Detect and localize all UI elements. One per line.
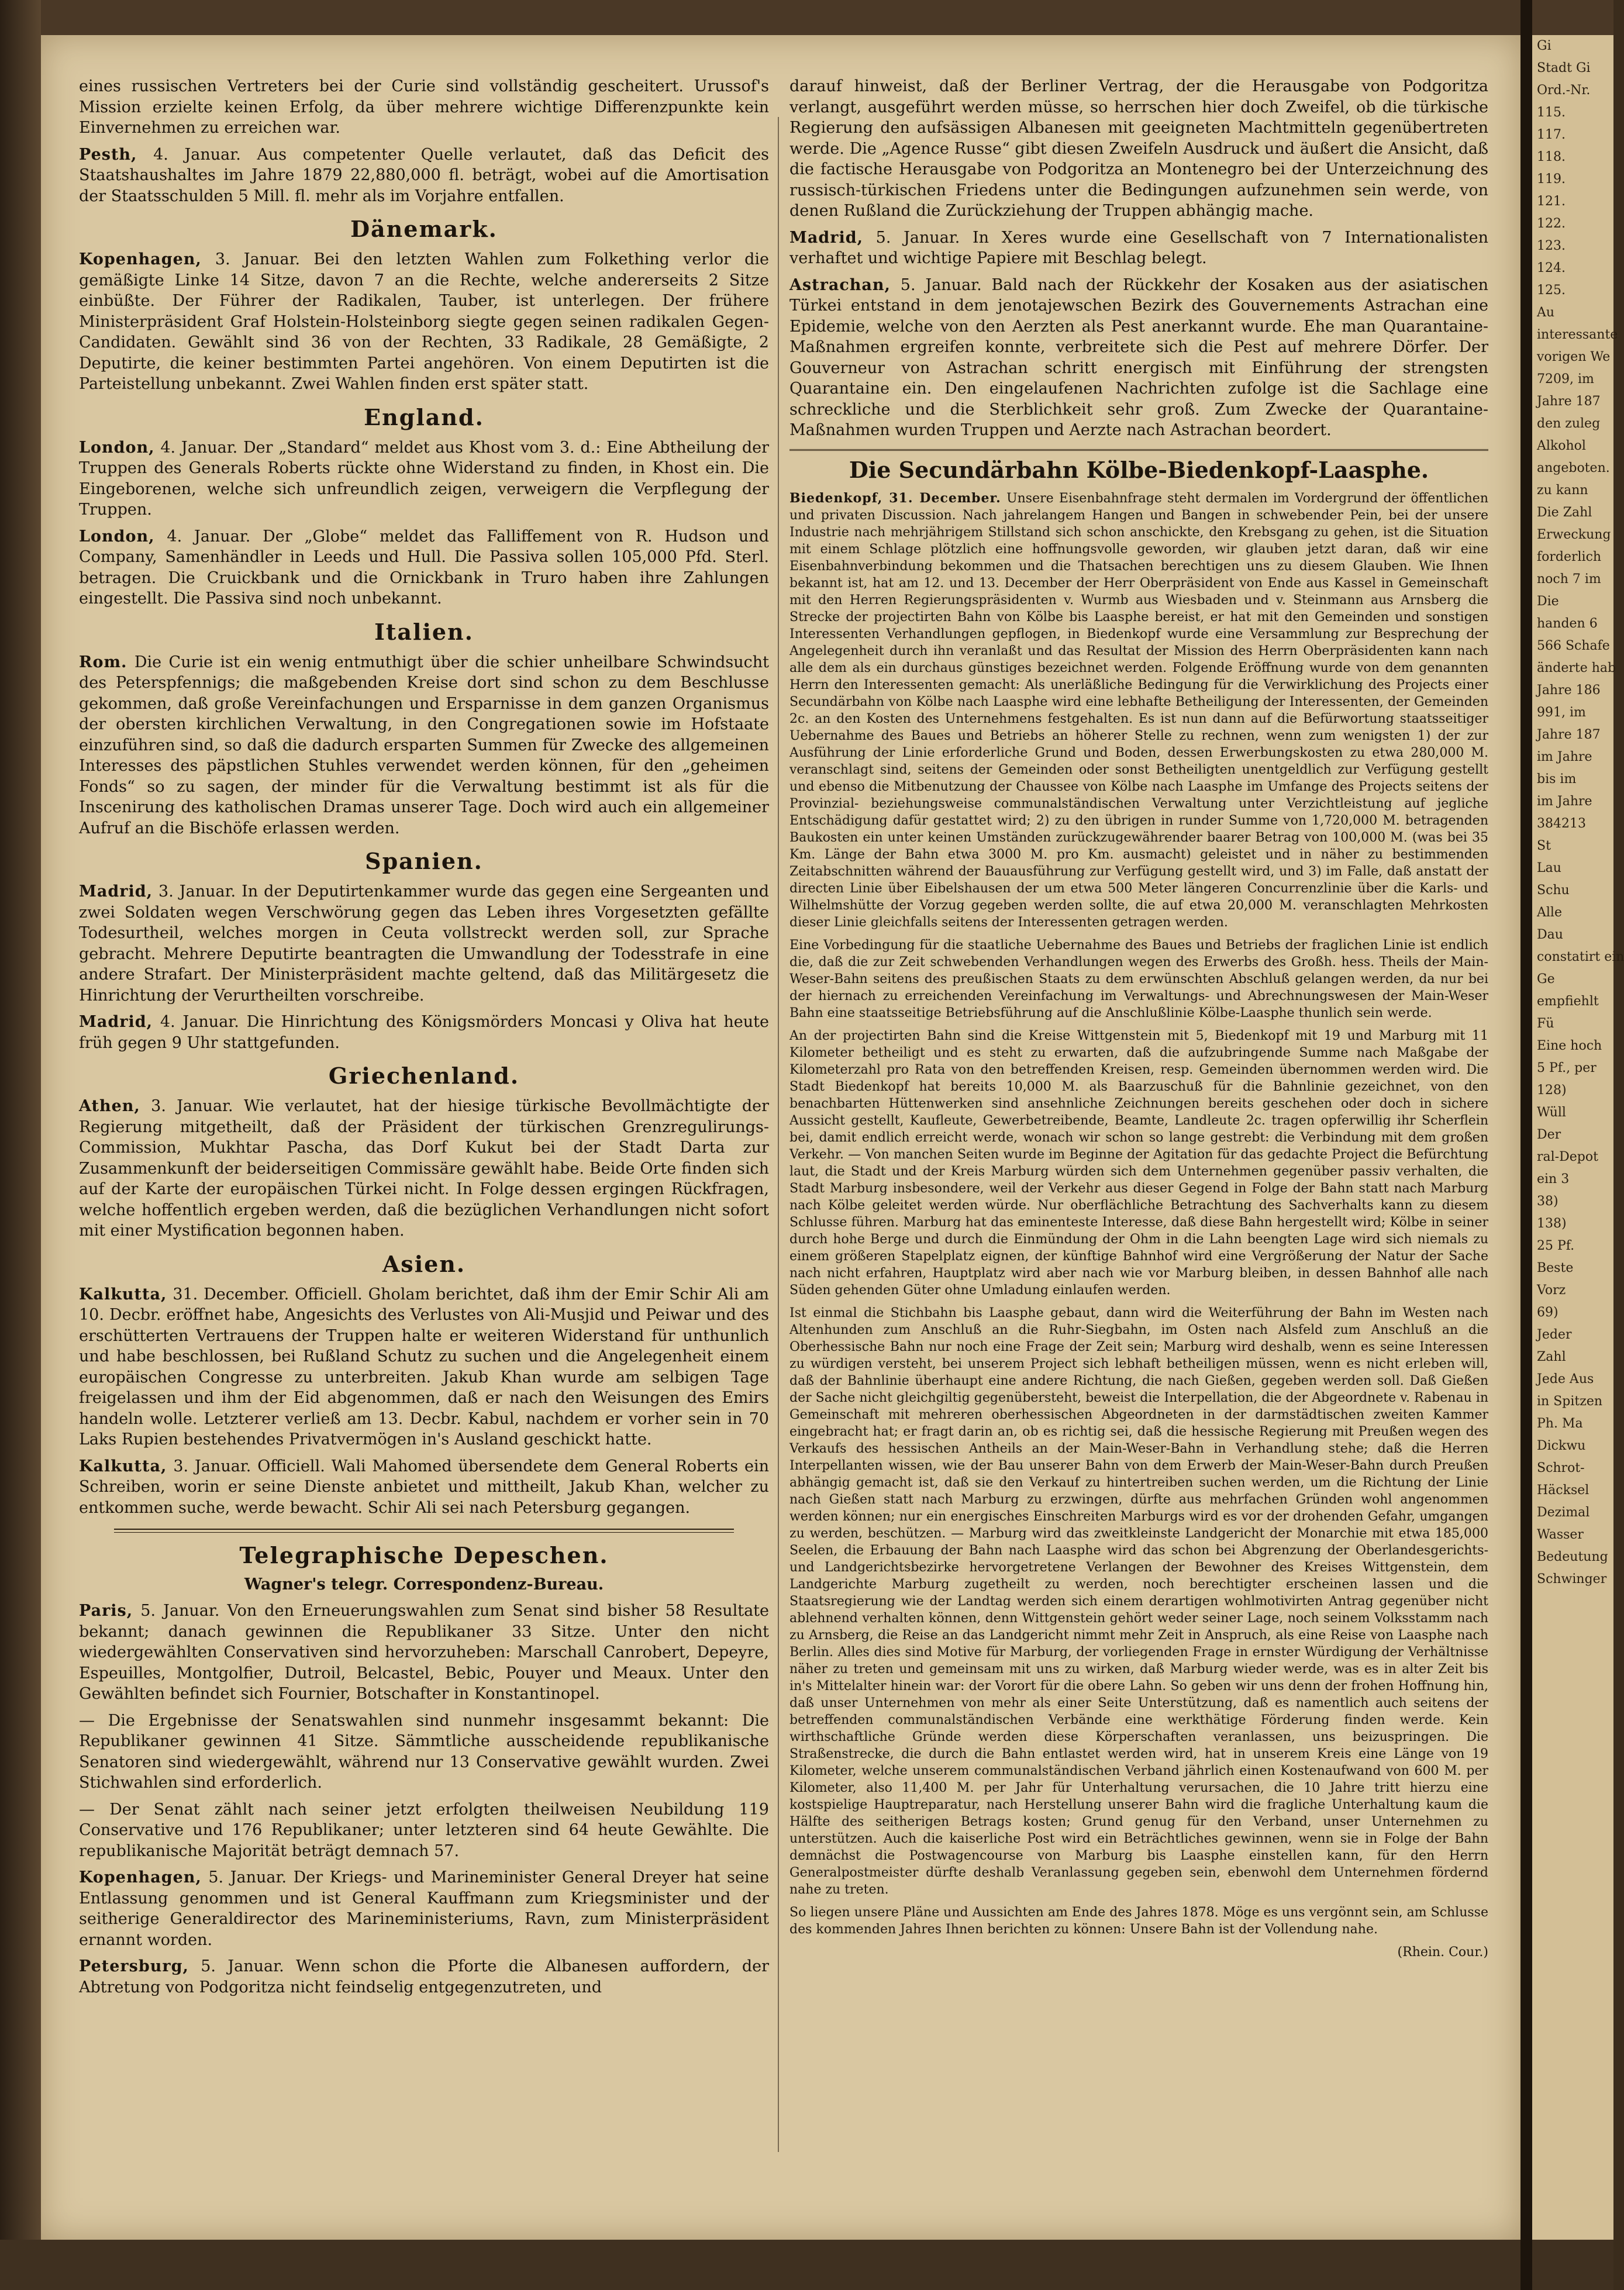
article-athen: Athen, 3. Januar. Wie verlautet, hat der hiesige türkische Bevollmächtigte der Regierung mitgetheilt, daß der Präsident der türkischen Grenzregulirungs-Commission, Mukhtar Pascha, das Dorf Kukut bei der Stadt Darta zur Zusammenkunft der beiderseitigen Commissäre gewählt habe. Beide Orte finden sich auf der Karte der europäischen Türkei nicht. In Folge dessen ergingen Rückfragen, welche hoffentlich ergeben werden, daß die bezüglichen Verhandlungen nicht sofort mit einer Mystification begonnen haben. (79, 1097, 769, 1240)
next-page-fragment: Wüll (1537, 1105, 1566, 1120)
next-page-fragment: St (1537, 839, 1551, 853)
next-page-fragment: 384213 (1537, 816, 1586, 831)
next-page-fragment: in Spitzen (1537, 1394, 1603, 1409)
section-heading-griechenland: Griechenland. (328, 1063, 520, 1089)
next-page-fragment: vorigen We (1537, 350, 1611, 364)
next-page-fragment: Schu (1537, 883, 1570, 898)
section-subheading-bureau: Wagner's telegr. Correspondenz-Bureau. (244, 1575, 604, 1594)
next-page-fragment: 121. (1537, 194, 1566, 209)
next-page-fragment: 117. (1537, 127, 1566, 142)
next-page-fragment: interessante (1537, 327, 1618, 342)
article-kalkutta-2: Kalkutta, 3. Januar. Officiell. Wali Mahomed übersendete dem General Roberts ein Schreiben, worin er seine Dienste anbietet und mittheilt, Jakub Khan, welcher zu entkommen suche, werde bewacht. Schir Ali sei nach Petersburg gegangen. (79, 1457, 769, 1517)
next-page-fragment: 69) (1537, 1305, 1559, 1320)
next-page-fragment: 7209, im (1537, 372, 1594, 387)
article-london-2: London, 4. Januar. Der „Globe“ meldet das Falliffement von R. Hudson und Company, Samenhändler in Leeds und Hull. Die Passiva sollen 105,000 Pfd. Sterl. betragen. Die Cruickbank und die Ornickbank in Truro haben ihre Zahlungen eingestellt. Die Passiva sind noch unbekannt. (79, 527, 769, 608)
column-divider (778, 117, 779, 2152)
next-page-fragment: forderlich (1537, 550, 1602, 564)
next-page-fragment: änderte hab (1537, 661, 1616, 675)
next-page-fragment: Jede Aus (1537, 1372, 1594, 1387)
dateline-place: Pesth, (79, 145, 137, 164)
next-page-fragment: zu kann (1537, 483, 1588, 498)
next-page-fragment: 25 Pf. (1537, 1239, 1575, 1253)
next-page-fragment: Ord.-Nr. (1537, 83, 1591, 98)
next-page-fragment: Jahre 187 (1537, 394, 1601, 409)
next-page-fragment: 122. (1537, 216, 1566, 231)
bahn-dateline: Biedenkopf, 31. December. (789, 490, 1001, 506)
next-page-fragment: Die Zahl (1537, 505, 1592, 520)
next-page-fragment: Alkohol (1537, 439, 1586, 453)
next-page-fragment: noch 7 im (1537, 572, 1601, 587)
article-pesth: Pesth, 4. Januar. Aus competenter Quelle verlautet, daß das Deficit des Staatshaushaltes im Jahre 1879 22,880,000 fl. beträgt, wobei auf die Amortisation der Staatsschulden 5 Mill. fl. mehr als im Vorjahre entfallen. (79, 145, 769, 205)
article-paris-2: — Die Ergebnisse der Senatswahlen sind nunmehr insgesammt bekannt: Die Republikaner gewinnen 41 Sitze. Sämmtliche ausscheidende republikanische Senatoren sind wiedergewählt, während nur 13 Conservative gewählt wurden. Zwei Stichwahlen sind erforderlich. (79, 1711, 769, 1792)
next-page-fragment: Alle (1537, 905, 1562, 920)
next-page-fragment: 138) (1537, 1216, 1567, 1231)
next-page-fragment: im Jahre (1537, 794, 1592, 809)
next-page-fragment: im Jahre (1537, 750, 1592, 764)
next-page-fragment: handen 6 (1537, 616, 1598, 631)
next-page-fragment: Gi (1537, 39, 1551, 53)
next-page-fragment: 5 Pf., per (1537, 1061, 1597, 1075)
article-paris-3: — Der Senat zählt nach seiner jetzt erfolgten theilweisen Neubildung 119 Conservative und 176 Republikaner; unter letzteren sind 64 heute Gewählte. Die republikanische Majorität beträgt demnach 57. (79, 1800, 769, 1860)
next-page-fragment: Wasser (1537, 1527, 1584, 1542)
next-page-fragment: 123. (1537, 239, 1566, 253)
next-page-edge (1532, 35, 1624, 2240)
article-intro: eines russischen Vertreters bei der Curie sind vollständig gescheitert. Urussof's Mission erzielte keinen Erfolg, da über mehrere wichtige Differenzpunkte kein Einvernehmen zu erreichen war. (79, 77, 769, 137)
next-page-fragment: Dickwu (1537, 1439, 1586, 1453)
next-page-fragment: Ge (1537, 972, 1555, 987)
article-madrid-3: Madrid, 5. Januar. In Xeres wurde eine Gesellschaft von 7 Internationalisten verhaftet und wichtige Papiere mit Beschlag belegt. (789, 228, 1488, 267)
next-page-fragment: Ph. Ma (1537, 1416, 1583, 1431)
section-separator (114, 1529, 734, 1533)
next-page-fragment: Dau (1537, 927, 1563, 942)
bahn-paragraph-1: Biedenkopf, 31. December. Unsere Eisenbahnfrage steht dermalen im Vordergrund der öffentlichen und privaten Discussion. Nach jahrelangem Hangen und Bangen in schwebender Pein, bei der unsere Industrie nach mehrjährigem Stillstand sich schon anschickte, den Krebsgang zu gehen, ist die Situation mit einem Schlage plötzlich eine hoffnungsvolle geworden, wir glauben jetzt daran, daß wir eine Eisenbahnverbindung bekommen und die Thatsachen berechtigen uns zu diesem Glauben. Wie Ihnen bekannt ist, hat am 12. und 13. December der Herr Oberpräsident von Ende aus Kassel in Gemeinschaft mit den Herren Regierungspräsidenten v. Wurmb aus Wiesbaden und v. Steinmann aus Arnsberg die Strecke der projectirten Bahn von Kölbe bis Laasphe bereist, er hat mit den Gemeinden und sonstigen Interessenten Verhandlungen gepflogen, in Biedenkopf wurde eine Versammlung zur Besprechung der Angelegenheit durch ihn veranlaßt und das Resultat der Mission des Herrn Oberpräsidenten kann nach alle dem als ein durchaus günstiges bezeichnet werden. Folgende Eröffnung wurde von dem genannten Herrn den Interessenten gemacht: Als unerläßliche Bedingung für die Verwirklichung des Projects einer Secundärbahn von Kölbe nach Laasphe wird eine lebhafte Betheiligung der Interessenten, der Gemeinden 2c. an den Kosten des Unternehmens festgehalten. Es ist nun dann auf die Befürwortung staatsseitiger Uebernahme des Baues und Betriebs an höherer Stelle zu rechnen, wenn zum wenigsten 1) der zur Ausführung der Linie erforderliche Grund und Boden, dessen Erwerbungskosten zu etwa 280,000 M. veranschlagt sind, seitens der Gemeinden oder sonst Betheiligten unentgeldlich zur Verfügung gestellt und ebenso die Mitbenutzung der Chaussee von Kölbe nach Laasphe im Umfange des Projects seitens der Provinzial- beziehungsweise communalständischen Verwaltung unter Verzichtleistung auf jegliche Entschädigung dafür gestattet wird; 2) zu den übrigen in runder Summe von 1,720,000 M. betragenden Baukosten ein unter keinen Umständen zurückzugewährender baarer Betrag von 100,000 M. (was bei 35 Km. Länge der Bahn etwa 3000 M. pro Km. ausmacht) geleistet und in näher zu bestimmenden Zeitabschnitten während der Bauausführung zur Verfügung gestellt wird, und 3) im Falle, daß anstatt der directen Linie über Eibelshausen der um etwa 500 Meter längeren Concurrenzlinie über die Karls- und Wilhelmshütte der Vorzug gegeben werden sollte, die auf etwa 20,000 M. veranschlagten Mehrkosten dieser Linie gleichfalls seitens der Interessenten getragen werden. (789, 490, 1488, 930)
section-heading-england: England. (364, 403, 484, 430)
article-kalkutta-1: Kalkutta, 31. December. Officiell. Gholam berichtet, daß ihm der Emir Schir Ali am 10. Decbr. eröffnet habe, Angesichts des Verlustes von Ali-Musjid und Peiwar und des erschütterten Vertrauens der Truppen halte er weiteren Widerstand für unthunlich und habe beschlossen, bei Rußland Schutz zu suchen und die Angelegenheit einem europäischen Congresse zu unterbreiten. Jakub Khan wurde am selbigen Tage freigelassen und ihm der Eid abgenommen, daß er nach den Weisungen des Emirs handeln wolle. Letzterer verließ am 13. Decbr. Kabul, nachdem er vorher sein in 70 Laks Rupien bestehendes Privatvermögen in's Ausland geschickt hatte. (79, 1285, 769, 1449)
bahn-paragraph-4: Ist einmal die Stichbahn bis Laasphe gebaut, dann wird die Weiterführung der Bahn im Westen nach Altenhunden zum Anschluß an die Ruhr-Siegbahn, im Osten nach Alsfeld zum Anschluß an die Oberhessische Bahn nur noch eine Frage der Zeit sein; Marburg wird deshalb, wenn es seine Interessen zu würdigen versteht, bei unserem Project sich lebhaft betheiligen müssen, wenn es nicht erleben will, daß der Bahnlinie überhaupt eine andere Richtung, die nach Gießen, gegeben werden soll. Daß Gießen der Sache nicht gleichgiltig gegenübersteht, beweist die Interpellation, die der Abgeordnete v. Rabenau in Gemeinschaft mit mehreren oberhessischen Abgeordneten in der darmstädtischen zweiten Kammer eingebracht hat; er fragt darin an, ob es richtig sei, daß die hessische Regierung mit Preußen wegen des Verkaufs des hessischen Antheils an der Main-Weser-Bahn in Verhandlung stehe; daß die Herren Interpellanten wissen, wie der Bau unserer Bahn von dem Erwerb der Main-Weser-Bahn durch Preußen abhängig gemacht ist, daß sie den Verkauf zu hintertreiben suchen werden, um die Richtung der Linie nach Gießen statt nach Marburg zu erzwingen, dürfte aus mehrfachen Gründen wohl angenommen werden können; nur ein energisches Einschreiten Marburgs wird es vor der drohenden Gefahr, umgangen zu werden, beschützen. — Marburg wird das zweitkleinste Landgericht der Monarchie mit etwa 185,000 Seelen, die Erbauung der Bahn nach Laasphe wird das schon bei Abgrenzung der Oberlandesgerichts- und Landgerichtsbezirke hervorgetretene Verlangen der Bewohner des Kreises Wittgenstein, dem Landgerichte Marburg zugetheilt zu werden, noch berechtigter erscheinen lassen und die Staatsregierung wie der Landtag werden sich einem derartigen wohlmotivirten Antrag gegenüber nicht ablehnend verhalten können, denn Wittgenstein gehört weder seiner Lage, noch seinem Volksstamm nach zu Arnsberg, die Reise an das Landgericht nimmt mehr Zeit in Anspruch, als eine Reise von Laasphe nach Berlin. Alles dies sind Motive für Marburg, der vorliegenden Frage in ernster Würdigung der Verhältnisse näher zu treten und gemeinsam mit uns zu wirken, daß Marburg wieder werde, was es in alter Zeit bis in's Mittelalter hinein war: der Vorort für die obere Lahn. So geben wir uns denn der frohen Hoffnung hin, daß unser Unternehmen von mehr als einer Seite Unterstützung, daß es namentlich auch seitens der betreffenden communalständischen Verbände eine werkthätige Förderung finden werde. Kein wirthschaftliche Gründe werden diese Körperschaften veranlassen, uns beizuspringen. Die Straßenstrecke, die durch die Bahn entlastet werden wird, hat in unserem Kreis eine Länge von 19 Kilometer, welche unserem communalständischen Verband jährlich einen Kostenaufwand von 600 M. per Kilometer, also 11,400 M. per Jahr für Unterhaltung verursachen, die 10 Jahre tritt hierzu eine kostspielige Hauptreparatur, nach Herstellung unserer Bahn wird die fragliche Unterhaltung kaum die Hälfte des seitherigen Betrags kosten; Grund genug für den Verband, unser Unternehmen zu unterstützen. Auch die kaiserliche Post wird ein Beträchtliches gewinnen, wenn sie in Folge der Bahn demnächst die Postwagencourse von Marburg bis Laasphe einstellen kann, für den Herrn Generalpostmeister dürfte deshalb Veranlassung gegeben sein, ebenwohl dem Unternehmen fördernd nahe zu treten. (789, 1305, 1488, 1897)
scan-border-bottom (0, 2240, 1613, 2290)
next-page-fragment: Zahl (1537, 1350, 1566, 1364)
article-kopenhagen-2: Kopenhagen, 5. Januar. Der Kriegs- und Marineminister General Dreyer hat seine Entlassung genommen und ist General Kauffmann zum Kriegsminister und der seitherige Generaldirector des Marineministeriums, Ravn, zum Ministerpräsident ernannt worden. (79, 1868, 769, 1949)
next-page-fragment: Der (1537, 1127, 1561, 1142)
section-heading-daenemark: Dänemark. (350, 216, 498, 242)
next-page-fragment: Jahre 187 (1537, 727, 1601, 742)
bahn-paragraph-5: So liegen unsere Pläne und Aussichten am Ende des Jahres 1878. Möge es uns vergönnt sein, am Schlusse des kommenden Jahres Ihnen berichten zu können: Unsere Bahn ist der Vollendung nahe. (789, 1905, 1488, 1937)
next-page-fragment: Bedeutung (1537, 1550, 1608, 1564)
next-page-fragment: angeboten. (1537, 461, 1610, 475)
bahn-paragraph-3: An der projectirten Bahn sind die Kreise Wittgenstein mit 5, Biedenkopf mit 19 und Marburg mit 11 Kilometer betheiligt und es steht zu erwarten, daß die aufzubringende Summe nach Maßgabe der Kilometerzahl pro Rata von den betreffenden Kreisen, resp. Gemeinden übernommen werden wird. Die Stadt Biedenkopf hat bereits 10,000 M. als Baarzuschuß für die Bahnlinie gezeichnet, von den benachbarten Hüttenwerken sind ansehnliche Zeichnungen bereits geschehen oder doch in sichere Aussicht gestellt, Kaufleute, Gewerbetreibende, Beamte, Landleute 2c. tragen opferwillig ihr Scherflein bei, damit endlich erreicht werde, wonach wir schon so lange gestrebt: die Verbindung mit dem großen Verkehr. — Von manchen Seiten wurde im Beginne der Agitation für das gedachte Project die Befürchtung laut, die Stadt und der Kreis Marburg würden sich dem Unternehmen gegenüber passiv verhalten, die Stadt Marburg insbesondere, weil der Verkehr aus dieser Gegend in Folge der Bahn statt nach Marburg nach Kölbe geleitet werden würde. Nur oberflächliche Betrachtung des Sachverhalts kann zu diesem Schlusse führen. Marburg hat das eminenteste Interesse, daß diese Bahn hergestellt wird; Kölbe in seiner durch hohe Berge und durch die Einmündung der Ohm in die Lahn beengten Lage wird sich niemals zu einem größeren Stapelplatz eignen, der künftige Bahnhof wird eine Vergrößerung der Natur der Sache nach nicht erfahren, Hauptplatz wird aber nach wie vor Marburg bleiben, in dessen Bahnhof alle nach Süden gehenden Güter ohne Umladung einlaufen werden. (789, 1028, 1488, 1298)
scan-border-left (0, 0, 41, 2290)
next-page-fragment: bis im (1537, 772, 1577, 787)
scan-border-top (0, 0, 1613, 35)
article-petersburg: Petersburg, 5. Januar. Wenn schon die Pforte die Albanesen auffordern, der Abtretung von Podgoritza nicht feindselig entgegenzutreten, und (79, 1957, 769, 1996)
next-page-fragment: Au (1537, 305, 1555, 320)
next-page-fragment: 118. (1537, 150, 1566, 164)
next-page-fragment: ein 3 (1537, 1172, 1570, 1187)
next-page-fragment: Dezimal (1537, 1505, 1590, 1520)
binding-gutter (1520, 0, 1532, 2290)
bahn-paragraph-2: Eine Vorbedingung für die staatliche Uebernahme des Baues und Betriebs der fraglichen Linie ist endlich die, daß die zur Zeit schwebenden Verhandlungen wegen des Erwerbs des Großh. hess. Theils der Main-Weser-Bahn seitens des preußischen Staats zu dem erwünschten Abschluß gelangen werden, da nur bei der hiernach zu erreichenden Vereinfachung im Verwaltungs- und Abrechnungswesen der Main-Weser Bahn eine staatsseitige Betriebsführung auf die Anschlußlinie Kölbe-Laasphe thunlich sein werde. (789, 937, 1488, 1020)
next-page-fragment: 119. (1537, 172, 1566, 187)
next-page-fragment: Vorz (1537, 1283, 1566, 1298)
next-page-fragment: 128) (1537, 1083, 1567, 1098)
next-page-fragment: Die (1537, 594, 1559, 609)
article-paris-1: Paris, 5. Januar. Von den Erneuerungswahlen zum Senat sind bisher 58 Resultate bekannt; danach gewinnen die Republikaner 33 Sitze. Unter den nicht wiedergewählten Conservativen sind hervorzuheben: Marschall Canrobert, Depeyre, Espeuilles, Montgolfier, Dutroil, Belcastel, Bebic, Pouyer und Meaux. Unter den Gewählten befindet sich Fournier, Botschafter in Konstantinopel. (79, 1602, 769, 1703)
section-heading-asien: Asien. (382, 1250, 466, 1277)
next-page-fragment: Eine hoch (1537, 1039, 1602, 1053)
next-page-fragment: Fü (1537, 1016, 1554, 1031)
next-page-fragment: 125. (1537, 283, 1566, 298)
next-page-fragment: 115. (1537, 105, 1566, 120)
next-page-fragment: Lau (1537, 861, 1561, 875)
next-page-fragment: Jeder (1537, 1327, 1572, 1342)
left-column (79, 76, 769, 2003)
next-page-fragment: Stadt Gi (1537, 61, 1591, 75)
next-page-fragment: 991, im (1537, 705, 1586, 720)
next-page-fragment: empfiehlt (1537, 994, 1599, 1009)
article-petersburg-continued: darauf hinweist, daß der Berliner Vertrag, der die Herausgabe von Podgoritza verlangt, ausgeführt werden müsse, so herrschen hier doch Zweifel, ob die türkische Regierung den aufsässigen Albanesen mit geeigneten Machtmitteln gegenübertreten werde. Die „Agence Russe“ gibt diesen Zweifeln Ausdruck und äußert die Ansicht, daß die factische Herausgabe von Podgoritza an Montenegro bei der Unterzeichnung des russisch-türkischen Friedens unter die Bedingungen aufzunehmen sein werde, von denen Rußland die Zurückziehung der Truppen abhängig mache. (789, 77, 1488, 220)
next-page-fragment: Schwinger (1537, 1572, 1607, 1587)
bahn-source: (Rhein. Cour.) (1397, 1944, 1488, 1960)
next-page-fragment: 38) (1537, 1194, 1559, 1209)
section-heading-italien: Italien. (374, 618, 474, 645)
article-madrid-1: Madrid, 3. Januar. In der Deputirtenkammer wurde das gegen eine Sergeanten und zwei Soldaten wegen Verschwörung gegen das Leben ihres Vorgesetzten gefällte Todesurtheil, welches morgen in Ceuta vollstreckt werden soll, zur Sprache gebracht. Mehrere Deputirte beantragten die Umwandlung der Todesstrafe in eine andere Strafart. Der Ministerpräsident machte geltend, daß das Militärgesetz die Hinrichtung der Verurtheilten vorschreibe. (79, 882, 769, 1005)
article-title-secundaerbahn: Die Secundärbahn Kölbe-Biedenkopf-Laasphe. (789, 449, 1488, 483)
next-page-fragment: 566 Schafe (1537, 639, 1610, 653)
next-page-fragment: 124. (1537, 261, 1566, 275)
article-london-1: London, 4. Januar. Der „Standard“ meldet aus Khost vom 3. d.: Eine Abtheilung der Truppen des Generals Roberts rückte ohne Widerstand zu finden, in Khost ein. Die Eingeborenen, welche sich unfreundlich zeigen, verweigern die Verpflegung der Truppen. (79, 438, 769, 519)
next-page-fragment: constatirt ein (1537, 950, 1624, 964)
next-page-fragment: Beste (1537, 1261, 1574, 1275)
right-column (789, 76, 1488, 1967)
next-page-fragment: Erweckung (1537, 527, 1611, 542)
next-page-fragment: Häcksel (1537, 1483, 1589, 1498)
next-page-fragment: Schrot- (1537, 1461, 1585, 1475)
next-page-fragment: den zuleg (1537, 416, 1601, 431)
article-astrachan: Astrachan, 5. Januar. Bald nach der Rückkehr der Kosaken aus der asiatischen Türkei entstand in dem jenotajewschen Bezirk des Gouvernements Astrachan eine Epidemie, welche von den Aerzten als Pest anerkannt wurde. Ehe man Quarantaine-Maßnahmen ergreifen konnte, verbreitete sich die Pest auf mehrere Dörfer. Der Gouverneur von Astrachan schritt energisch mit Einführung der strengsten Quarantaine ein. Den eingelaufenen Nachrichten zufolge ist die Sachlage eine schreckliche und die Sterblichkeit sehr groß. Zum Zwecke der Quarantaine-Maßnahmen wurden Truppen und Aerzte nach Astrachan beordert. (789, 275, 1488, 439)
section-heading-telegraphische: Telegraphische Depeschen. (239, 1542, 609, 1568)
article-madrid-2: Madrid, 4. Januar. Die Hinrichtung des Königsmörders Moncasi y Oliva hat heute früh gegen 9 Uhr stattgefunden. (79, 1013, 769, 1052)
article-rom: Rom. Die Curie ist ein wenig entmuthigt über die schier unheilbare Schwindsucht des Peterspfennigs; die maßgebenden Kreise dort sind schon zu dem Beschlusse gekommen, daß große Vereinfachungen und Ersparnisse in dem ganzen Organismus der obersten kirchlichen Verwaltung, in den Congregationen sowie im Hofstaate einzuführen sind, so daß die dadurch ersparten Summen für Zwecke des allgemeinen Interesses des päpstlichen Stuhles verwendet werden können, für den „geheimen Fonds“ so zu sagen, der minder für die Verwaltung bestimmt ist als für die Inscenirung des katholischen Dramas unserer Tage. Doch wird auch ein allgemeiner Aufruf an die Bischöfe erlassen werden. (79, 653, 769, 837)
next-page-fragment: Jahre 186 (1537, 683, 1601, 698)
next-page-fragment: ral-Depot (1537, 1150, 1598, 1164)
article-kopenhagen: Kopenhagen, 3. Januar. Bei den letzten Wahlen zum Folkething verlor die gemäßigte Linke 14 Sitze, davon 7 an die Rechte, welche andererseits 2 Sitze einbüßte. Der Führer der Radikalen, Tauber, ist unterlegen. Der frühere Ministerpräsident Graf Holstein-Holsteinborg siegte gegen seinen radikalen Gegen-Candidaten. Gewählt sind 36 von der Rechten, 33 Radikale, 28 Gemäßigte, 2 Deputirte, die keiner bestimmten Partei angehören. Von einem Deputirten ist die Parteistellung unbekannt. Zwei Wahlen finden erst später statt. (79, 250, 769, 393)
section-heading-spanien: Spanien. (365, 848, 483, 874)
